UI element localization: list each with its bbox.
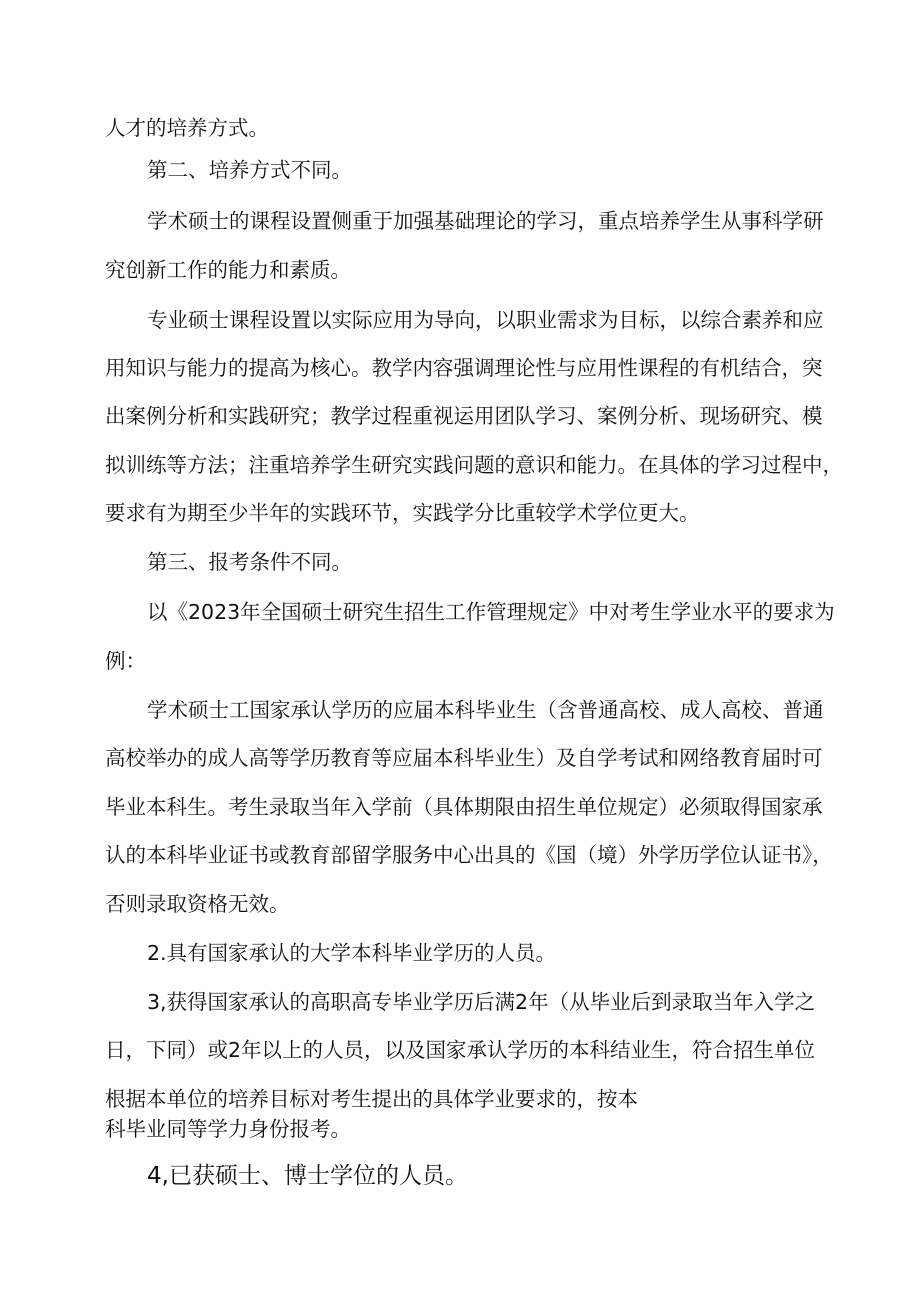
text-line: 否则录取资格无效。: [105, 892, 290, 916]
text-line: 究创新工作的能力和素质。: [105, 258, 351, 282]
text-line: 学术硕士工国家承认学历的应届本科毕业生（含普通高校、成人高校、普通: [147, 698, 824, 722]
text-line: 专业硕士课程设置以实际应用为导向，以职业需求为目标，以综合素养和应: [147, 308, 824, 332]
section-heading: 第二、培养方式不同。: [147, 158, 352, 182]
text-line: 根据本单位的培养目标对考生提出的具体学业要求的，按本: [105, 1087, 638, 1111]
text-line: 要求有为期至少半年的实践环节，实践学分比重较学术学位更大。: [105, 501, 700, 525]
text-line: 出案例分析和实践研究；教学过程重视运用团队学习、案例分析、现场研究、模: [105, 404, 823, 428]
list-item: 4,已获硕士、博士学位的人员。: [147, 1163, 468, 1189]
text-line: 毕业本科生。考生录取当年入学前（具体期限由招生单位规定）必须取得国家承: [105, 795, 823, 819]
section-heading: 第三、报考条件不同。: [147, 550, 352, 574]
text-line: 认的本科毕业证书或教育部留学服务中心出具的《国（境）外学历学位认证书》，: [105, 843, 833, 867]
text-line: 学术硕士的课程设置侧重于加强基础理论的学习，重点培养学生从事科学研: [147, 209, 824, 233]
text-line: 例：: [105, 649, 146, 673]
text-line: 高校举办的成人高等学历教育等应届本科毕业生）及自学考试和网络教育届时可: [105, 746, 823, 770]
list-item: 2.具有国家承认的大学本科毕业学历的人员。: [147, 941, 557, 965]
text-line: 以《2023年全国硕士研究生招生工作管理规定》中对考生学业水平的要求为: [147, 600, 835, 624]
text-line: 科毕业同等学力身份报考。: [105, 1117, 351, 1141]
text-line: 用知识与能力的提高为核心。教学内容强调理论性与应用性课程的有机结合，突: [105, 356, 823, 380]
text-line: 人才的培养方式。: [105, 116, 269, 140]
text-line: 日，下同）或2年以上的人员，以及国家承认学历的本科结业生，符合招生单位: [105, 1038, 816, 1062]
list-item: 3,获得国家承认的高职高专毕业学历后满2年（从毕业后到录取当年入学之: [147, 990, 816, 1014]
text-line: 拟训练等方法；注重培养学生研究实践问题的意识和能力。在具体的学习过程中，: [105, 453, 843, 477]
